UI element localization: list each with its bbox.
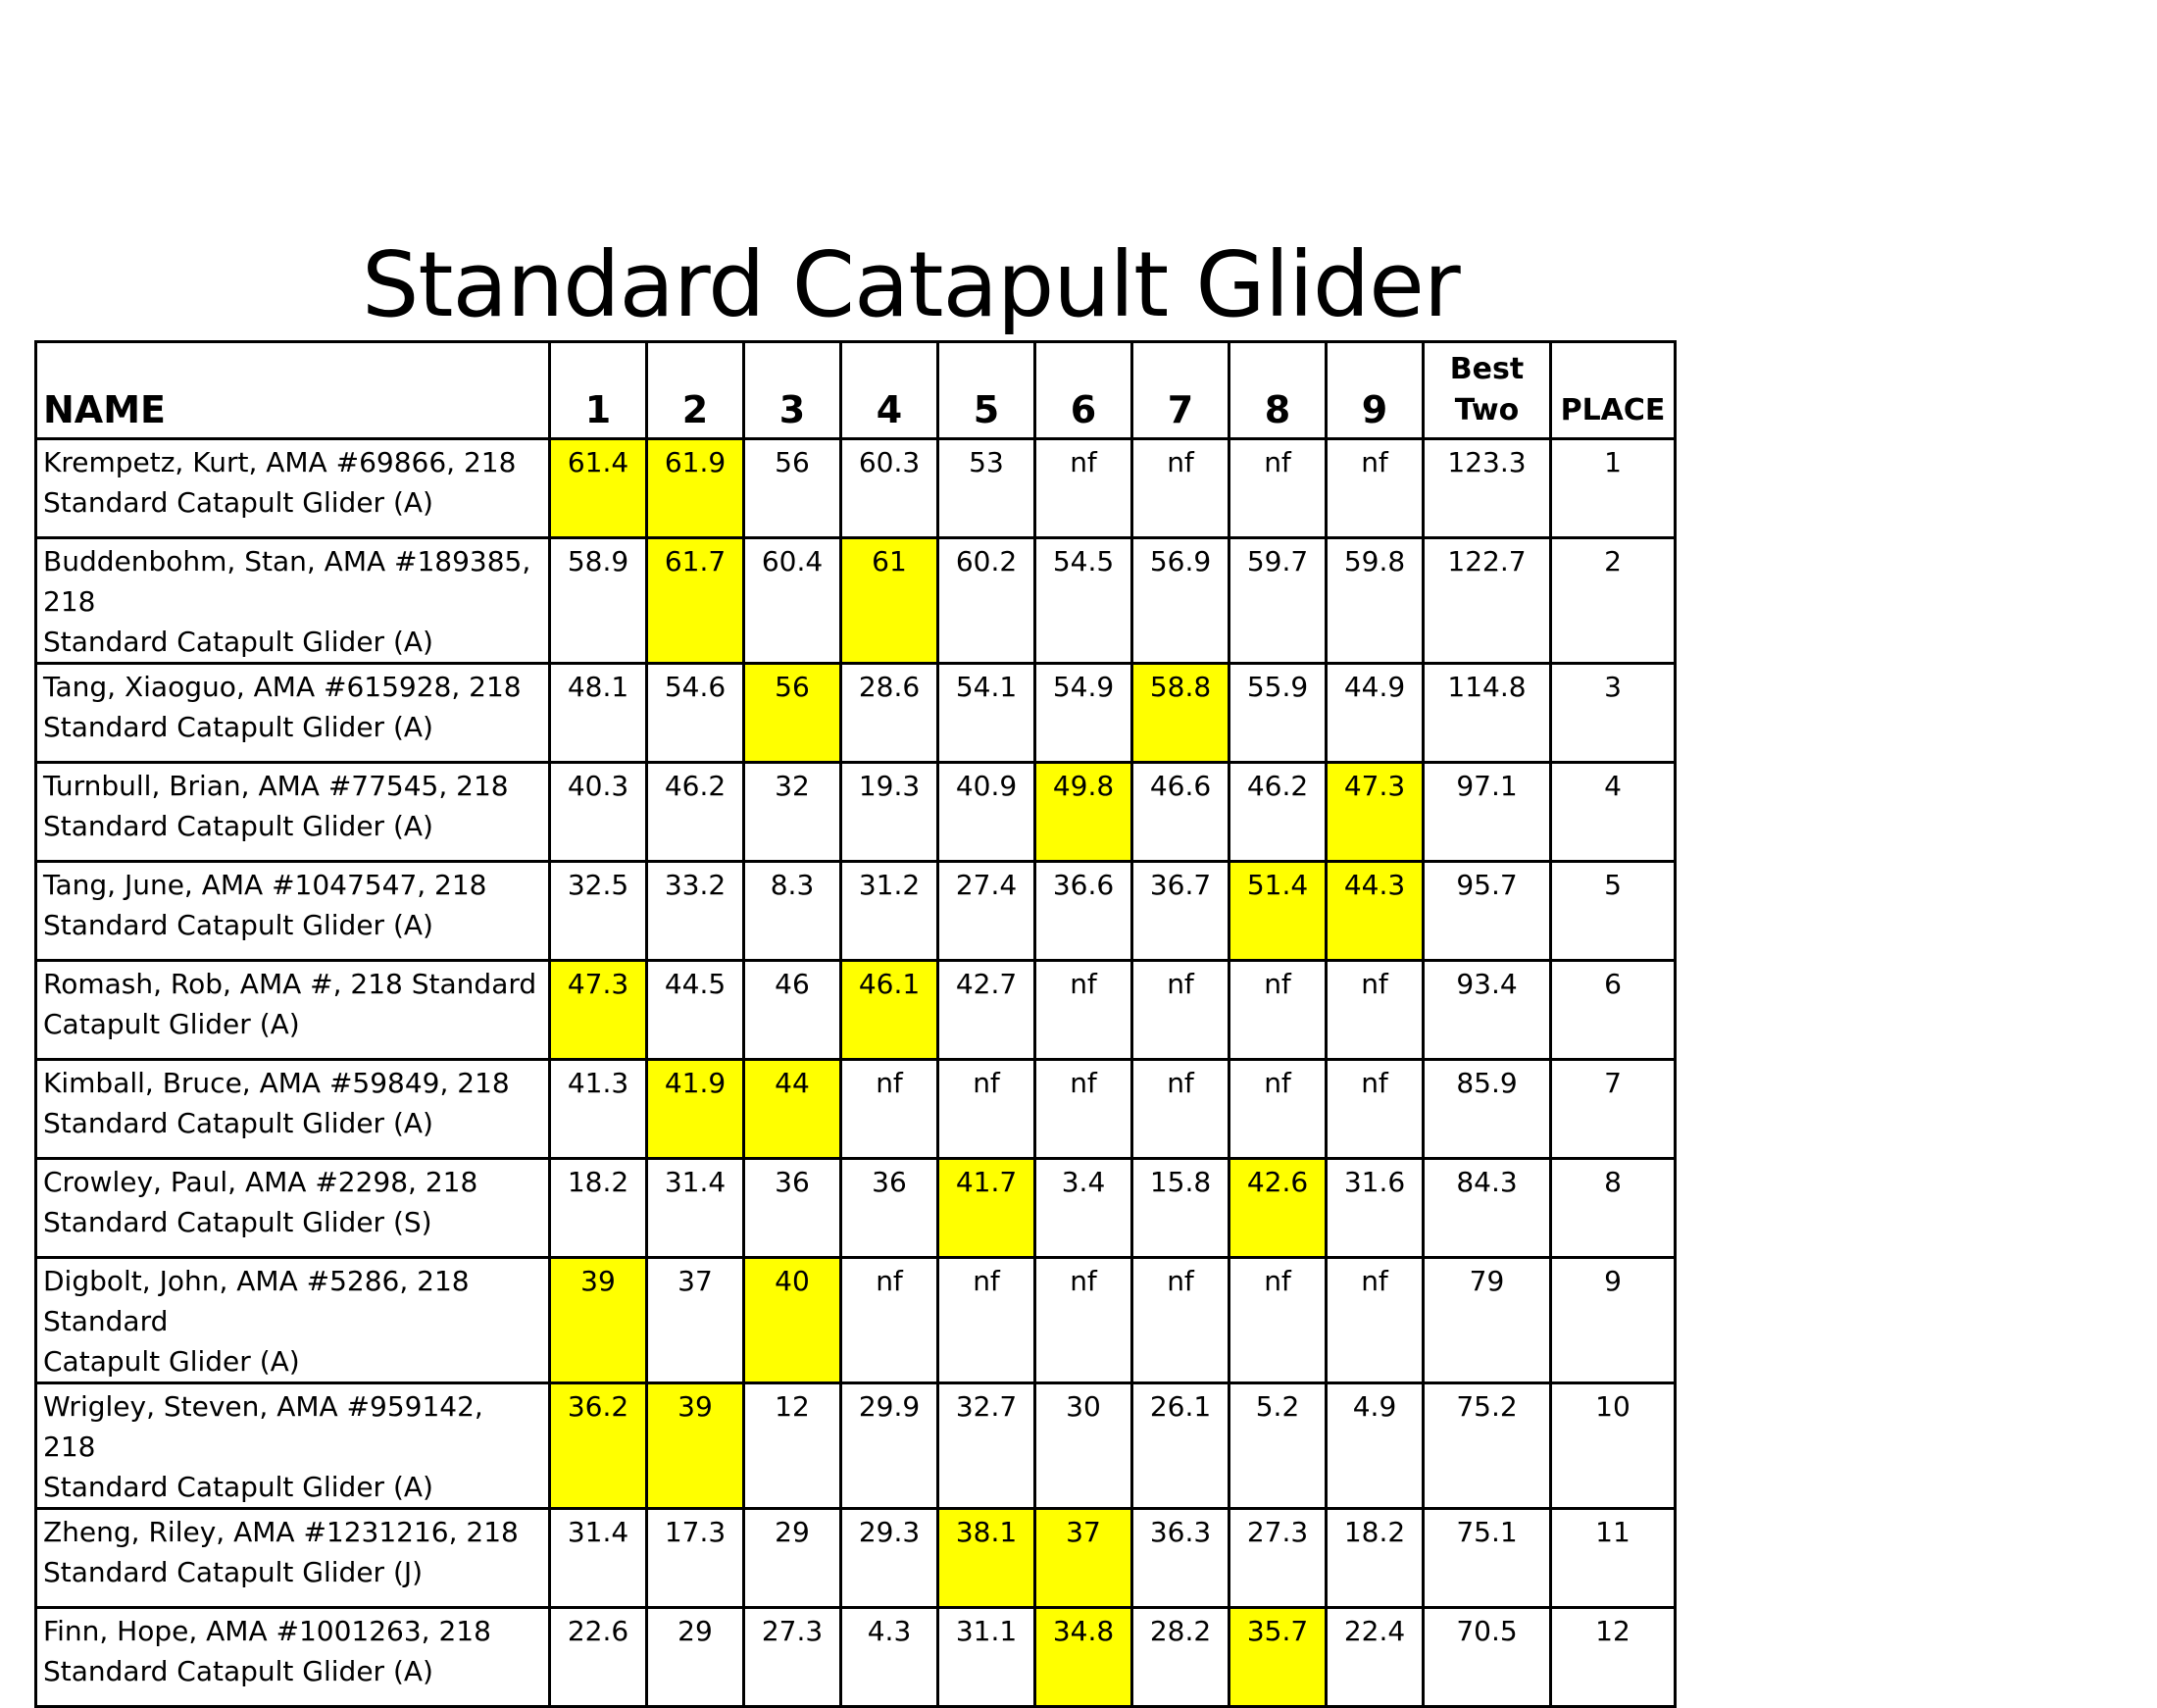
best-two-cell: 70.5 [1424,1608,1551,1707]
place-cell: 11 [1551,1509,1676,1608]
header-row [36,342,1676,439]
table-row [36,961,1676,1060]
round-8-score-cell: nf [1229,1060,1327,1159]
round-2-score-cell: 41.9 [647,1060,744,1159]
round-5-score-cell: 42.7 [938,961,1035,1060]
round-3-score-cell: 8.3 [744,862,841,961]
competitor-name-line2: Standard Catapult Glider (S) [43,1206,432,1238]
round-3-score-cell: 60.4 [744,538,841,664]
competitor-name-line2: Standard Catapult Glider (A) [43,810,433,842]
round-4-header: 4 [841,342,938,439]
round-9-score-cell: nf [1327,1060,1424,1159]
round-6-score-cell: 34.8 [1035,1608,1132,1707]
round-1-score-cell: 47.3 [550,961,647,1060]
round-3-score-cell: 36 [744,1159,841,1258]
round-6-header: 6 [1035,342,1132,439]
round-9-score-cell: 4.9 [1327,1383,1424,1509]
table-row [36,1608,1676,1707]
round-6-score-cell: 36.6 [1035,862,1132,961]
round-3-score-cell: 44 [744,1060,841,1159]
round-9-score-cell: nf [1327,1258,1424,1383]
round-1-score-cell: 41.3 [550,1060,647,1159]
round-3-header: 3 [744,342,841,439]
round-4-score-cell: 31.2 [841,862,938,961]
round-2-score-cell: 31.4 [647,1159,744,1258]
best-two-cell: 114.8 [1424,664,1551,763]
table-row [36,1509,1676,1608]
round-7-score-cell: nf [1132,1258,1229,1383]
round-5-score-cell: 31.1 [938,1608,1035,1707]
round-1-score-cell: 48.1 [550,664,647,763]
competitor-name-line1: Finn, Hope, AMA #1001263, 218 [43,1615,491,1647]
round-5-score-cell: 27.4 [938,862,1035,961]
table-row [36,763,1676,862]
round-3-score-cell: 12 [744,1383,841,1509]
round-6-score-cell: 30 [1035,1383,1132,1509]
round-1-score-cell: 22.6 [550,1608,647,1707]
round-9-score-cell: 18.2 [1327,1509,1424,1608]
round-4-score-cell: 60.3 [841,439,938,538]
competitor-name-cell [36,1383,550,1509]
best-two-cell: 123.3 [1424,439,1551,538]
competitor-name-line1: Krempetz, Kurt, AMA #69866, 218 [43,446,517,478]
place-cell: 3 [1551,664,1676,763]
round-7-score-cell: 28.2 [1132,1608,1229,1707]
competitor-name-cell [36,439,550,538]
round-7-score-cell: 58.8 [1132,664,1229,763]
round-4-score-cell: 29.3 [841,1509,938,1608]
round-8-score-cell: 51.4 [1229,862,1327,961]
place-cell: 12 [1551,1608,1676,1707]
round-9-score-cell: 31.6 [1327,1159,1424,1258]
competitor-name-cell [36,1608,550,1707]
round-8-score-cell: nf [1229,439,1327,538]
place-cell: 2 [1551,538,1676,664]
round-3-score-cell: 29 [744,1509,841,1608]
place-cell: 10 [1551,1383,1676,1509]
round-4-score-cell: 4.3 [841,1608,938,1707]
competitor-name-cell [36,1509,550,1608]
competitor-name-cell [36,538,550,664]
results-table [34,340,1677,1708]
round-3-score-cell: 32 [744,763,841,862]
round-7-score-cell: 46.6 [1132,763,1229,862]
round-5-score-cell: 41.7 [938,1159,1035,1258]
competitor-name-line1: Romash, Rob, AMA #, 218 Standard [43,968,537,1000]
competitor-name-line1: Turnbull, Brian, AMA #77545, 218 [43,770,509,802]
competitor-name-cell [36,1159,550,1258]
round-8-score-cell: 5.2 [1229,1383,1327,1509]
best-two-header [1424,342,1551,439]
round-9-score-cell: nf [1327,961,1424,1060]
round-5-score-cell: 38.1 [938,1509,1035,1608]
round-5-header: 5 [938,342,1035,439]
place-cell: 5 [1551,862,1676,961]
round-5-score-cell: 60.2 [938,538,1035,664]
table-row [36,1383,1676,1509]
round-2-score-cell: 29 [647,1608,744,1707]
round-2-score-cell: 33.2 [647,862,744,961]
round-3-score-cell: 40 [744,1258,841,1383]
round-5-score-cell: 40.9 [938,763,1035,862]
round-4-score-cell: 36 [841,1159,938,1258]
table-row [36,1258,1676,1383]
best-two-header-line2: Two [1454,393,1520,427]
round-8-score-cell: 27.3 [1229,1509,1327,1608]
round-8-score-cell: 59.7 [1229,538,1327,664]
round-6-score-cell: 54.9 [1035,664,1132,763]
competitor-name-cell [36,961,550,1060]
round-5-score-cell: 32.7 [938,1383,1035,1509]
round-7-score-cell: 56.9 [1132,538,1229,664]
competitor-name-line1: Crowley, Paul, AMA #2298, 218 [43,1166,478,1198]
table-row [36,439,1676,538]
round-2-score-cell: 54.6 [647,664,744,763]
round-2-score-cell: 61.9 [647,439,744,538]
round-9-score-cell: 59.8 [1327,538,1424,664]
best-two-cell: 79 [1424,1258,1551,1383]
round-8-score-cell: 46.2 [1229,763,1327,862]
round-9-score-cell: 44.3 [1327,862,1424,961]
competitor-name-cell [36,664,550,763]
round-6-score-cell: 49.8 [1035,763,1132,862]
round-5-score-cell: nf [938,1258,1035,1383]
place-cell: 9 [1551,1258,1676,1383]
round-6-score-cell: 3.4 [1035,1159,1132,1258]
round-3-score-cell: 46 [744,961,841,1060]
round-9-header: 9 [1327,342,1424,439]
competitor-name-line2: Standard Catapult Glider (A) [43,1655,433,1687]
round-1-score-cell: 39 [550,1258,647,1383]
round-4-score-cell: 29.9 [841,1383,938,1509]
competitor-name-line2: Standard Catapult Glider (A) [43,626,433,658]
round-7-score-cell: 15.8 [1132,1159,1229,1258]
best-two-cell: 84.3 [1424,1159,1551,1258]
page-title: Standard Catapult Glider [362,232,1460,337]
competitor-name-cell [36,763,550,862]
table-header [36,342,1676,439]
round-1-score-cell: 18.2 [550,1159,647,1258]
competitor-name-line2: Standard Catapult Glider (A) [43,711,433,743]
round-9-score-cell: 22.4 [1327,1608,1424,1707]
round-2-score-cell: 61.7 [647,538,744,664]
best-two-cell: 93.4 [1424,961,1551,1060]
round-8-score-cell: 55.9 [1229,664,1327,763]
round-5-score-cell: 53 [938,439,1035,538]
round-7-score-cell: nf [1132,961,1229,1060]
round-6-score-cell: nf [1035,1258,1132,1383]
table-row [36,862,1676,961]
round-5-score-cell: nf [938,1060,1035,1159]
competitor-name-line1: Digbolt, John, AMA #5286, 218 Standard [43,1265,470,1337]
table-row [36,1159,1676,1258]
round-8-score-cell: 42.6 [1229,1159,1327,1258]
competitor-name-line1: Tang, Xiaoguo, AMA #615928, 218 [43,671,522,703]
round-7-score-cell: 26.1 [1132,1383,1229,1509]
place-header: PLACE [1551,342,1676,439]
round-4-score-cell: nf [841,1060,938,1159]
round-4-score-cell: nf [841,1258,938,1383]
round-2-header: 2 [647,342,744,439]
competitor-name-line2: Standard Catapult Glider (J) [43,1556,424,1588]
best-two-cell: 122.7 [1424,538,1551,664]
table-row [36,664,1676,763]
round-2-score-cell: 39 [647,1383,744,1509]
round-7-header: 7 [1132,342,1229,439]
competitor-name-line2: Standard Catapult Glider (A) [43,1107,433,1139]
round-9-score-cell: 47.3 [1327,763,1424,862]
competitor-name-line2: Standard Catapult Glider (A) [43,486,433,519]
competitor-name-line1: Kimball, Bruce, AMA #59849, 218 [43,1067,510,1099]
round-7-score-cell: nf [1132,1060,1229,1159]
competitor-name-line1: Buddenbohm, Stan, AMA #189385, 218 [43,545,531,618]
competitor-name-line2: Catapult Glider (A) [43,1345,300,1378]
round-1-header: 1 [550,342,647,439]
place-cell: 4 [1551,763,1676,862]
round-7-score-cell: 36.7 [1132,862,1229,961]
best-two-cell: 85.9 [1424,1060,1551,1159]
table-body [36,439,1676,1707]
round-4-score-cell: 19.3 [841,763,938,862]
round-1-score-cell: 32.5 [550,862,647,961]
competitor-name-line2: Standard Catapult Glider (A) [43,1471,433,1503]
round-9-score-cell: nf [1327,439,1424,538]
round-4-score-cell: 28.6 [841,664,938,763]
round-4-score-cell: 46.1 [841,961,938,1060]
round-5-score-cell: 54.1 [938,664,1035,763]
competitor-name-cell [36,1060,550,1159]
best-two-header-line1: Best [1449,352,1525,386]
round-1-score-cell: 31.4 [550,1509,647,1608]
round-6-score-cell: nf [1035,961,1132,1060]
place-cell: 8 [1551,1159,1676,1258]
round-2-score-cell: 37 [647,1258,744,1383]
table-row [36,1060,1676,1159]
round-3-score-cell: 27.3 [744,1608,841,1707]
round-7-score-cell: 36.3 [1132,1509,1229,1608]
round-6-score-cell: nf [1035,1060,1132,1159]
place-cell: 6 [1551,961,1676,1060]
round-3-score-cell: 56 [744,439,841,538]
best-two-cell: 75.1 [1424,1509,1551,1608]
round-6-score-cell: 37 [1035,1509,1132,1608]
competitor-name-cell [36,1258,550,1383]
round-1-score-cell: 36.2 [550,1383,647,1509]
best-two-cell: 95.7 [1424,862,1551,961]
best-two-cell: 97.1 [1424,763,1551,862]
round-2-score-cell: 17.3 [647,1509,744,1608]
round-2-score-cell: 46.2 [647,763,744,862]
place-cell: 1 [1551,439,1676,538]
round-4-score-cell: 61 [841,538,938,664]
round-7-score-cell: nf [1132,439,1229,538]
round-9-score-cell: 44.9 [1327,664,1424,763]
round-3-score-cell: 56 [744,664,841,763]
competitor-name-line2: Catapult Glider (A) [43,1008,300,1040]
round-6-score-cell: 54.5 [1035,538,1132,664]
round-8-score-cell: nf [1229,961,1327,1060]
name-column-header: NAME [36,342,550,439]
best-two-cell: 75.2 [1424,1383,1551,1509]
round-1-score-cell: 40.3 [550,763,647,862]
round-8-score-cell: 35.7 [1229,1608,1327,1707]
round-1-score-cell: 61.4 [550,439,647,538]
place-cell: 7 [1551,1060,1676,1159]
round-1-score-cell: 58.9 [550,538,647,664]
round-2-score-cell: 44.5 [647,961,744,1060]
table-row [36,538,1676,664]
competitor-name-line2: Standard Catapult Glider (A) [43,909,433,941]
round-8-header: 8 [1229,342,1327,439]
competitor-name-line1: Tang, June, AMA #1047547, 218 [43,869,487,901]
competitor-name-line1: Zheng, Riley, AMA #1231216, 218 [43,1516,519,1548]
competitor-name-cell [36,862,550,961]
round-6-score-cell: nf [1035,439,1132,538]
competitor-name-line1: Wrigley, Steven, AMA #959142, 218 [43,1390,483,1463]
round-8-score-cell: nf [1229,1258,1327,1383]
